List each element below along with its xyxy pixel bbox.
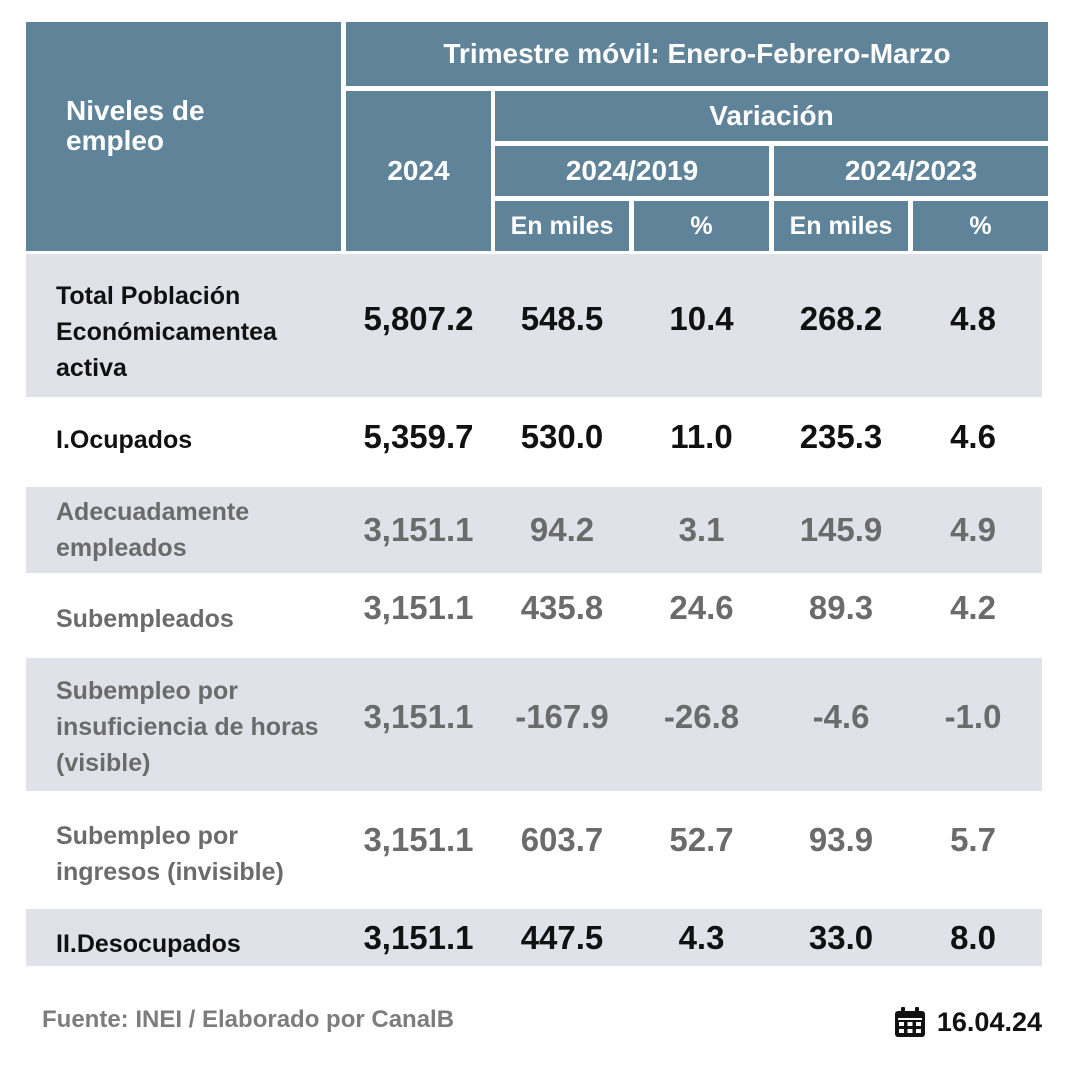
cell-miles-2019: -167.9 xyxy=(515,698,609,735)
cell-miles-2023: 235.3 xyxy=(799,418,883,455)
header-miles-2023 xyxy=(774,201,908,251)
cell-miles-2019: 435.8 xyxy=(520,589,604,626)
cmp2-label: 2024/2023 xyxy=(844,155,978,186)
pct-label: % xyxy=(969,211,992,240)
miles-label: En miles xyxy=(510,211,614,240)
cell-pct-2023: 4.8 xyxy=(950,300,996,337)
pct-label: % xyxy=(690,211,713,240)
cell-pct-2023: 8.0 xyxy=(950,919,996,956)
cell-miles-2023: 268.2 xyxy=(799,300,883,337)
cell-2024: 3,151.1 xyxy=(363,919,474,956)
cell-2024: 3,151.1 xyxy=(363,821,474,858)
date-text: 16.04.24 xyxy=(936,1006,1042,1037)
levels-label: Niveles de empleo xyxy=(66,94,205,156)
header-year xyxy=(346,91,491,251)
cell-pct-2019: 52.7 xyxy=(669,821,734,858)
cell-pct-2019: -26.8 xyxy=(663,698,740,735)
period-label: Trimestre móvil: Enero-Febrero-Marzo xyxy=(443,38,951,69)
variation-label: Variación xyxy=(709,100,834,131)
row-label: I.Ocupados xyxy=(56,426,193,454)
cell-pct-2019: 4.3 xyxy=(678,919,725,956)
cell-2024: 3,151.1 xyxy=(363,589,474,626)
cell-2024: 5,359.7 xyxy=(363,418,474,455)
cell-miles-2023: 33.0 xyxy=(808,919,874,956)
row-label: Total Población Económicamentea activa xyxy=(56,282,277,382)
header-cmp2 xyxy=(774,146,1048,196)
header-pct-2023 xyxy=(913,201,1048,251)
cell-pct-2023: 4.9 xyxy=(950,511,996,548)
year-label: 2024 xyxy=(387,155,450,186)
row-label: Subempleo por ingresos (invisible) xyxy=(56,822,284,886)
header-period xyxy=(346,22,1048,86)
cell-2024: 5,807.2 xyxy=(363,300,474,337)
row-label: II.Desocupados xyxy=(56,930,241,958)
date-stamp xyxy=(893,1006,1042,1038)
cell-miles-2019: 530.0 xyxy=(520,418,604,455)
header-levels xyxy=(26,22,341,251)
cell-miles-2019: 94.2 xyxy=(529,511,595,548)
cell-pct-2019: 3.1 xyxy=(678,511,725,548)
header-pct-2019 xyxy=(634,201,769,251)
cell-pct-2023: 5.7 xyxy=(950,821,996,858)
row-label: Adecuadamente empleados xyxy=(56,498,250,562)
cell-2024: 3,151.1 xyxy=(363,511,474,548)
cell-miles-2019: 603.7 xyxy=(520,821,604,858)
row-label: Subempleo por insuficiencia de horas (visible) xyxy=(56,677,319,777)
cell-miles-2023: -4.6 xyxy=(812,698,870,735)
header-variation xyxy=(495,91,1048,141)
source-note: Fuente: INEI / Elaborado por CanalB xyxy=(42,1006,455,1033)
cmp1-label: 2024/2019 xyxy=(565,155,699,186)
cell-miles-2019: 447.5 xyxy=(520,919,604,956)
calendar-icon xyxy=(893,1006,927,1038)
cell-pct-2019: 10.4 xyxy=(669,300,734,337)
cell-miles-2023: 145.9 xyxy=(799,511,883,548)
row-label: Subempleados xyxy=(56,605,234,633)
cell-miles-2023: 89.3 xyxy=(808,589,874,626)
cell-pct-2023: 4.2 xyxy=(950,589,996,626)
cell-pct-2023: 4.6 xyxy=(950,418,996,455)
miles-label: En miles xyxy=(789,211,893,240)
cell-pct-2019: 11.0 xyxy=(670,418,733,455)
cell-miles-2023: 93.9 xyxy=(808,821,874,858)
header-miles-2019 xyxy=(495,201,629,251)
cell-pct-2023: -1.0 xyxy=(944,698,1002,735)
cell-2024: 3,151.1 xyxy=(363,698,474,735)
cell-miles-2019: 548.5 xyxy=(520,300,604,337)
header-cmp1 xyxy=(495,146,769,196)
cell-pct-2019: 24.6 xyxy=(669,589,734,626)
